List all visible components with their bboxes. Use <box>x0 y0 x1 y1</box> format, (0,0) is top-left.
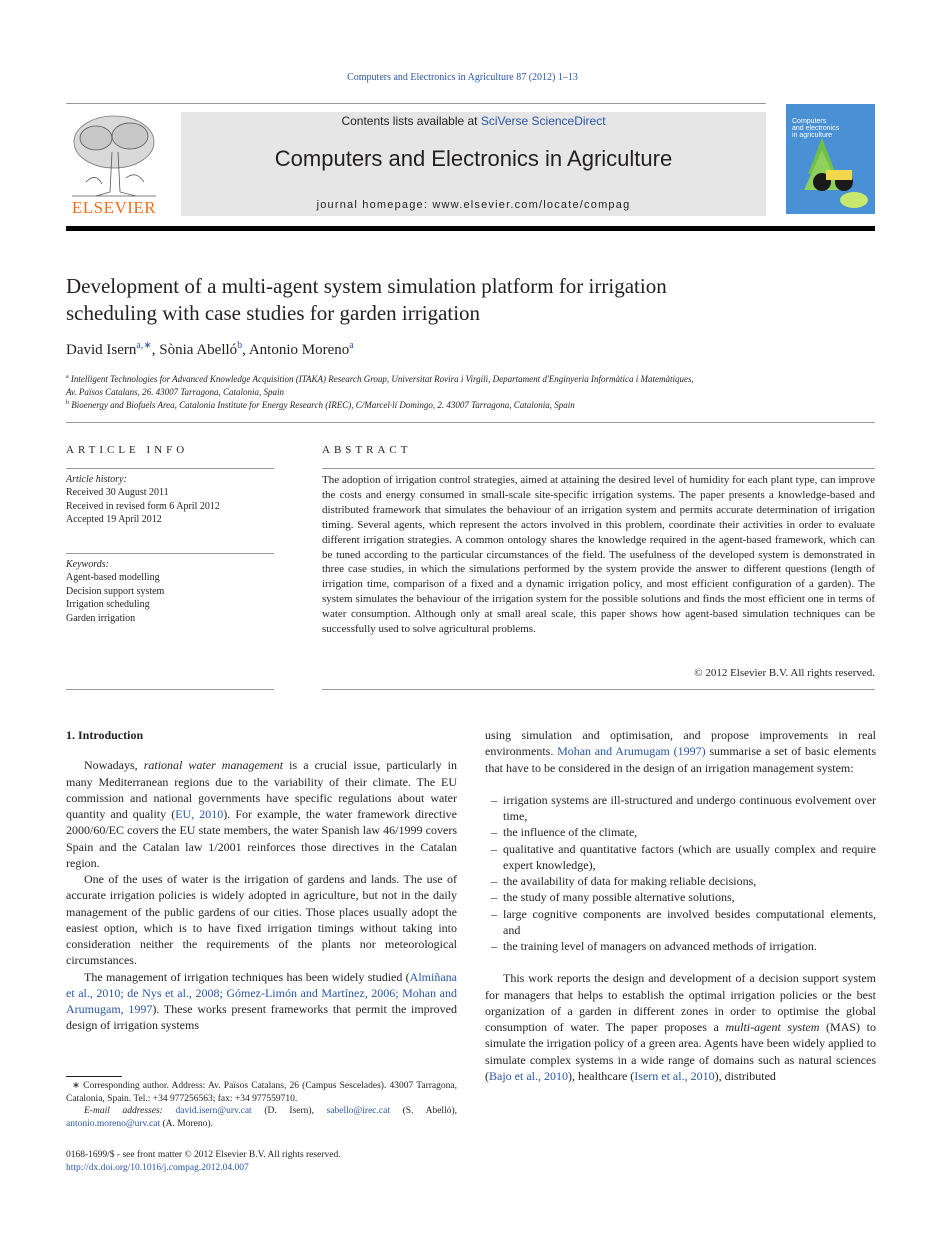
email-link[interactable]: antonio.moreno@urv.cat <box>66 1118 161 1129</box>
elsevier-wordmark: ELSEVIER <box>71 198 157 217</box>
divider <box>322 689 875 690</box>
keywords-label: Keywords: <box>66 559 109 570</box>
emphasis: multi-agent system <box>725 1020 820 1034</box>
email-link[interactable]: sabello@irec.cat <box>326 1106 390 1117</box>
contents-prefix: Contents lists available at <box>341 114 481 128</box>
page-footer <box>66 1149 341 1174</box>
author-list: David Isern$^{a,∗}$, Sònia Abelló$^b$, Antonio Moreno$^a$ <box>66 340 354 358</box>
requirements-list <box>485 792 876 955</box>
abstract-heading: ABSTRACT <box>322 444 412 456</box>
footnote <box>66 1080 457 1130</box>
text-run: summarise a set of basic elements that have to be considered in the design of an irrigation management system: <box>485 744 876 775</box>
keyword-item: Irrigation scheduling <box>66 599 150 611</box>
journal-homepage <box>181 199 766 211</box>
affiliation-marker: a <box>66 374 69 380</box>
list-item: – the study of many possible alternative solutions, <box>485 889 876 905</box>
affiliation-b <box>66 397 866 412</box>
abstract-text: The adoption of irrigation control strategies, aimed at attaining the desired level of humidity for each plant type, can improve the costs and energy consumed in small-scale site-specific irrigation systems. The paper presents a knowledge-based and distributed framework that simulates the behaviour of an irrigation system and permits accurate determination of irrigation timing. Several agents, which represent the actors involved in this problem, coordinate their activities in order to evaluate different irrigation strategies. A common ontology shares the knowledge required in the agent-based framework, which can be tuned according to the particular circumstances of the field. The usefulness of the developed system is demonstrated in three case studies, in which the simulations performed by the system provide the answer to different questions (length of irrigation time, comparison of a fixed and a dynamic irrigation policy, and most efficient configuration of a garden). The system simulates the behaviour of the irrigation system for the possible solutions and finds the most efficient one in terms of water consumption. Although only at small areal scale, this paper shows how agent-based simulation techniques can be successfully used to solve agricultural problems. <box>322 474 875 636</box>
issn-line: 0168-1699/$ - see front matter © 2012 Elsevier B.V. All rights reserved. <box>66 1150 341 1160</box>
divider <box>66 689 274 690</box>
keywords <box>66 558 274 625</box>
author-affil-marker[interactable]: b <box>237 340 243 351</box>
text-run: using simulation and optimisation, and propose improvements in real environments. <box>485 728 876 759</box>
citation-link[interactable]: Mohan and Arumugam (1997) <box>557 744 706 759</box>
section-heading: 1. Introduction <box>66 728 144 742</box>
footnote-rule <box>66 1076 122 1077</box>
abstract-copyright: © 2012 Elsevier B.V. All rights reserved. <box>694 667 875 679</box>
email-addresses <box>66 1105 457 1130</box>
sciencedirect-link[interactable]: SciVerse ScienceDirect <box>480 114 606 128</box>
list-item: – the influence of the climate, <box>485 824 876 840</box>
list-item: – qualitative and quantitative factors (which are usually complex and require expert knowledge), <box>485 841 876 874</box>
journal-reference[interactable]: Computers and Electronics in Agriculture 87 (2012) 1–13 <box>347 72 578 83</box>
text-run: ). For example, the water framework directive 2000/60/EC covers the EU state members, the water Spanish law 46/1999 covers Spain and the Catalan law 1/2001 reinforces those directives in the Catalan region. <box>66 807 457 870</box>
divider <box>66 468 274 469</box>
history-accepted: Accepted 19 April 2012 <box>66 514 162 526</box>
citation-link[interactable]: EU, 2010 <box>175 807 224 821</box>
divider <box>322 468 875 469</box>
keyword-item: Agent-based modelling <box>66 572 160 584</box>
journal-cover <box>786 104 875 214</box>
list-item: – the availability of data for making reliable decisions, <box>485 873 876 889</box>
paragraph <box>66 969 457 1034</box>
affiliation-text: Bioenergy and Biofuels Area, Catalonia Institute for Energy Research (IREC), C/Marcel·lí Domingo, 2. 43007 Tarragona, Catalonia, Spain <box>71 400 575 410</box>
body-left-column <box>66 727 457 1034</box>
email-owner: (A. Moreno). <box>160 1118 213 1129</box>
cover-line: and electronics <box>792 125 840 132</box>
author-name: Sònia Abelló <box>159 342 238 358</box>
email-label: E-mail addresses: <box>84 1106 176 1117</box>
contents-line <box>181 114 766 128</box>
text-run: Nowadays, <box>84 758 144 773</box>
affiliation-text: Av. Països Catalans, 26. 43007 Tarragona, Catalonia, Spain <box>66 387 285 397</box>
author-affil-marker[interactable]: a,∗ <box>136 340 152 351</box>
body-right-column <box>485 727 876 1084</box>
affiliation-a <box>66 371 866 399</box>
text-run: (MAS) to simulate the irrigation policy of a green area. Agents have been widely applied to simulate complex systems in a wide range of domains such as natural sciences ( <box>485 1020 876 1083</box>
citation-link[interactable]: Isern et al., 2010 <box>634 1068 715 1083</box>
title-line: Development of a multi-agent system simulation platform for irrigation <box>66 274 667 298</box>
list-item: – the training level of managers on advanced methods of irrigation. <box>485 938 876 954</box>
journal-title: Computers and Electronics in Agriculture <box>274 146 673 171</box>
divider <box>66 553 274 554</box>
cover-line: in agriculture <box>792 132 833 139</box>
keyword-item: Garden irrigation <box>66 612 136 624</box>
text-run: This work reports the design and development of a decision support system for managers that helps to establish the optimal irrigation policies or the best organization of a garden in different zones in order to optimise the global consumption of water. The paper proposes a <box>485 971 876 1034</box>
paragraph <box>485 727 876 776</box>
homepage-prefix: journal homepage: <box>316 199 433 211</box>
history-revised: Received in revised form 6 April 2012 <box>66 500 220 512</box>
cover-illustration-icon <box>786 134 875 214</box>
citation-link[interactable]: Bajo et al., 2010 <box>489 1068 568 1083</box>
text-run: ). These works present frameworks that permit the improved design of irrigation systems <box>66 1002 458 1033</box>
divider <box>66 422 875 423</box>
list-item: – irrigation systems are ill-structured and undergo continuous evolvement over time, <box>485 792 876 825</box>
affiliation-marker: b <box>66 400 69 406</box>
paragraph: One of the uses of water is the irrigation of gardens and lands. The use of accurate irrigation policies is widely adopted in agriculture, but not in the daily management of the public gardens of our cities. Those places usually adopt the easiest option, which is to have fixed irrigation timings without taking into consideration neither the requirements of the plants nor meteorological circumstances. <box>66 872 457 968</box>
paragraph <box>66 757 457 871</box>
article-title <box>66 273 846 327</box>
article-info-heading: ARTICLE INFO <box>66 444 189 456</box>
homepage-url[interactable]: www.elsevier.com/locate/compag <box>432 199 631 211</box>
text-run: is a crucial issue, particularly in many Mediterranean regions due to the variability of their climate. The EU commission and national governments have specific regulations about water quantity and quality ( <box>66 758 457 821</box>
email-link[interactable]: david.isern@urv.cat <box>175 1106 252 1117</box>
article-history <box>66 473 274 527</box>
author-affil-marker[interactable]: a <box>349 340 354 351</box>
email-owner: (D. Isern), <box>251 1106 327 1117</box>
text-run: The management of irrigation techniques has been widely studied ( <box>84 969 410 984</box>
cover-line: Computers <box>792 118 827 125</box>
doi-link[interactable]: http://dx.doi.org/10.1016/j.compag.2012.04.007 <box>66 1162 249 1173</box>
history-label: Article history: <box>66 474 127 485</box>
keyword-item: Decision support system <box>66 585 165 597</box>
header-thick-rule <box>66 226 875 231</box>
author-name: David Isern <box>66 342 137 358</box>
corresponding-author: ∗ Corresponding author. Address: Av. Països Catalans, 26 (Campus Sescelades). 43007 Tarragona, Catalonia, Spain. Tel.: +34 977256563; fax: +34 977559710. <box>66 1081 457 1104</box>
tree-logo-icon <box>66 112 162 198</box>
list-item: – large cognitive components are involved besides computational elements, and <box>485 906 876 939</box>
history-received: Received 30 August 2011 <box>66 487 169 499</box>
affiliation-text: Intelligent Technologies for Advanced Knowledge Acquisition (ITAKA) Research Group, Universitat Rovira i Virgili, Departament d'Enginyeria Informàtica i Matemàtiques, <box>70 374 694 384</box>
email-owner: (S. Abelló), <box>389 1106 457 1117</box>
header-divider <box>66 103 766 104</box>
citation-link[interactable]: Almiñana et al., 2010; de Nys et al., 2008; Gómez-Limón and Martínez, 2006; Mohan and Arumugam, 1997 <box>66 969 457 1016</box>
paragraph <box>485 970 876 1084</box>
text-run: ), distributed <box>714 1068 776 1083</box>
author-name: Antonio Moreno <box>248 342 350 358</box>
title-line: scheduling with case studies for garden irrigation <box>66 301 481 325</box>
emphasis: rational water management <box>143 758 284 773</box>
text-run: ), healthcare ( <box>567 1068 635 1083</box>
